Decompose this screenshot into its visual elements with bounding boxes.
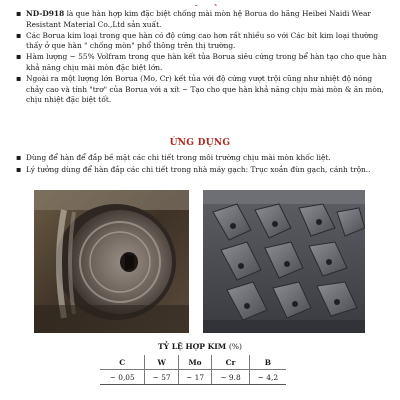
alloy-title-text: TỶ LỆ HỢP KIM (157, 342, 227, 351)
description-item (16, 74, 390, 106)
alloy-header-cell: Cr (212, 355, 250, 370)
usage-item (16, 152, 390, 163)
description-text: Hàm lượng ~ 55% Volfram trong que hàn kết tủa Borua siêu cứng trong bể hàn tạo cho que hàn khả năng chịu mài mòn đặc biệt lớn. (26, 52, 387, 72)
usage-item (16, 164, 390, 175)
description-text: là que hàn hợp kim đặc biệt chống mài mòn hệ Borua do hãng Heibei Naidi Wear Resistant Material Co.,Ltd sản xuất. (26, 9, 371, 29)
bullet-icon: ▪ (16, 9, 22, 18)
welded-screw-conveyor-photo (34, 190, 189, 333)
description-text: Ngoài ra một lượng lớn Borua (Mo, Cr) kết tủa với độ cứng vượt trội cũng như nhiệt độ nóng chảy cao và tính "trơ" của Borua với a xít ~ Tạo cho que hàn khả năng chịu mài mòn & ăn mòn, chịu nhiệt đặc biệt tốt. (26, 74, 384, 105)
section-title-description (0, 0, 400, 6)
alloy-header-cell: C (100, 355, 145, 370)
bullet-icon: ▪ (16, 74, 22, 84)
alloy-value-cell: ~ 57 (145, 370, 178, 385)
bullet-icon: ▪ (16, 52, 22, 62)
section-title-usage: ỨNG DỤNG (169, 138, 231, 148)
alloy-header-cell: Mo (178, 355, 211, 370)
bullet-icon: ▪ (16, 30, 22, 40)
welded-mixer-blades-photo (203, 190, 365, 333)
bullet-icon: ▪ (16, 153, 22, 162)
alloy-value-cell: ~ 0,05 (100, 370, 145, 385)
description-item (16, 31, 390, 52)
alloy-header-row (100, 355, 286, 370)
description-item (16, 9, 390, 30)
usage-text: Dùng để hàn để đắp bề mặt các chi tiết trong môi trường chịu mài mòn khốc liệt. (26, 153, 331, 162)
description-item (16, 52, 390, 73)
alloy-value-cell: ~ 17 (178, 370, 211, 385)
usage-text: Lý tưởng dùng để hàn đắp các chi tiết trong nhà máy gạch: Trục xoắn đùn gạch, cánh trộn.. (26, 164, 371, 174)
alloy-header-cell: B (249, 355, 286, 370)
alloy-value-cell: ~ 4,2 (249, 370, 286, 385)
alloy-table-title (0, 342, 400, 351)
description-text: Các Borua kim loại trong que hàn có độ cứng cao hơn rất nhiều so với Các bít kim loại thường thấy ở que hàn " chống mòn" phổ thông trên thị trường. (26, 30, 379, 51)
bullet-icon: ▪ (16, 164, 22, 174)
usage-list (16, 152, 390, 175)
alloy-table (100, 355, 286, 385)
alloy-value-cell: ~ 9.8 (212, 370, 250, 385)
product-code: ND-D918 (26, 9, 65, 18)
alloy-header-cell: W (145, 355, 178, 370)
alloy-value-row (100, 370, 286, 385)
alloy-title-unit: (%) (228, 342, 242, 351)
description-list (16, 9, 390, 106)
